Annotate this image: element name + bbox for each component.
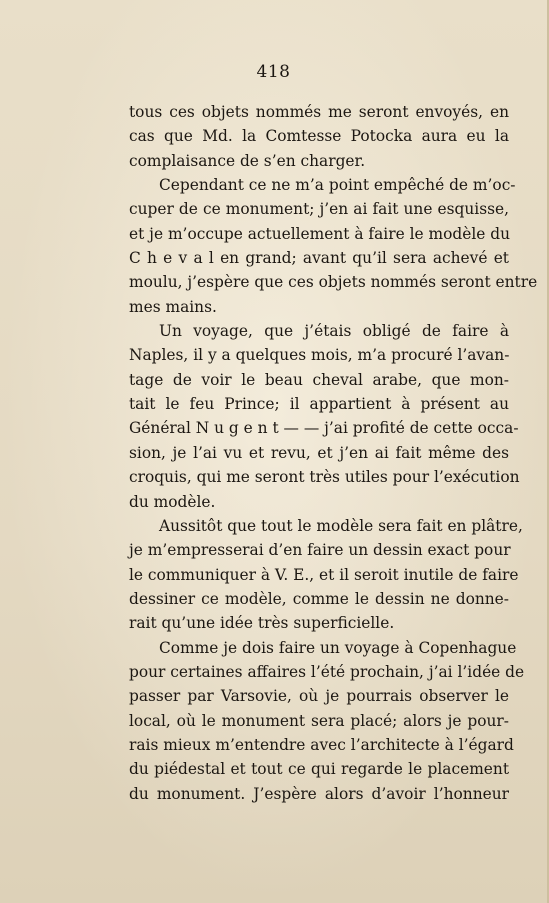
text-line: C h e v a l en grand; avant qu’il sera achevé et (129, 249, 509, 268)
text-line: Un voyage, que j’étais obligé de faire à (159, 322, 509, 341)
text-line: dessiner ce modèle, comme le dessin ne donne- (129, 589, 509, 608)
text-line: cuper de ce monument; j’en ai fait une esquisse, (129, 200, 509, 219)
text-line: tous ces objets nommés me seront envoyés, en (129, 103, 509, 121)
text-line: Général N u g e n t — — j’ai profité de cette occa- (129, 419, 519, 438)
text-line: Aussitôt que tout le modèle sera fait en plâtre, (159, 516, 523, 535)
text-line: local, où le monument sera placé; alors je pour- (129, 711, 509, 730)
text-line: pour certaines affaires l’été prochain, j’ai l’idée de (129, 662, 525, 681)
text-line: sion, je l’ai vu et revu, et j’en ai fait même des (129, 443, 509, 462)
text-line: Comme je dois faire un voyage à Copenhague (159, 638, 517, 657)
text-line: je m’empresserai d’en faire un dessin exact pour (129, 541, 511, 560)
text-line: le communiquer à V. E., et il seroit inutile de faire (129, 565, 519, 584)
text-line: complaisance de s’en charger. (129, 151, 366, 170)
text-line: Naples, il y a quelques mois, m’a procuré l’avan- (129, 346, 510, 365)
text-line: passer par Varsovie, où je pourrais observer le (129, 687, 509, 706)
text-line: du piédestal et tout ce qui regarde le placement (129, 760, 509, 779)
text-line: rais mieux m’entendre avec l’architecte à l’égard (129, 735, 514, 754)
text-line: Cependant ce ne m’a point empêché de m’oc- (159, 176, 516, 195)
text-line: du modèle. (129, 492, 216, 511)
text-line: et je m’occupe actuellement à faire le modèle du (129, 224, 511, 243)
body-text (129, 100, 538, 806)
text-line: cas que Md. la Comtesse Potocka aura eu la (129, 127, 509, 146)
page-number: 418 (256, 62, 291, 82)
text-line: mes mains. (129, 297, 217, 316)
text-line: rait qu’une idée très superficielle. (129, 614, 395, 633)
text-line: croquis, qui me seront très utiles pour l’exécution (129, 468, 520, 487)
text-line: du monument. J’espère alors d’avoir l’honneur (129, 784, 509, 803)
text-line: moulu, j’espère que ces objets nommés seront entre (129, 273, 538, 292)
text-line: tage de voir le beau cheval arabe, que mon- (129, 370, 509, 389)
text-line: tait le feu Prince; il appartient à présent au (129, 395, 509, 414)
